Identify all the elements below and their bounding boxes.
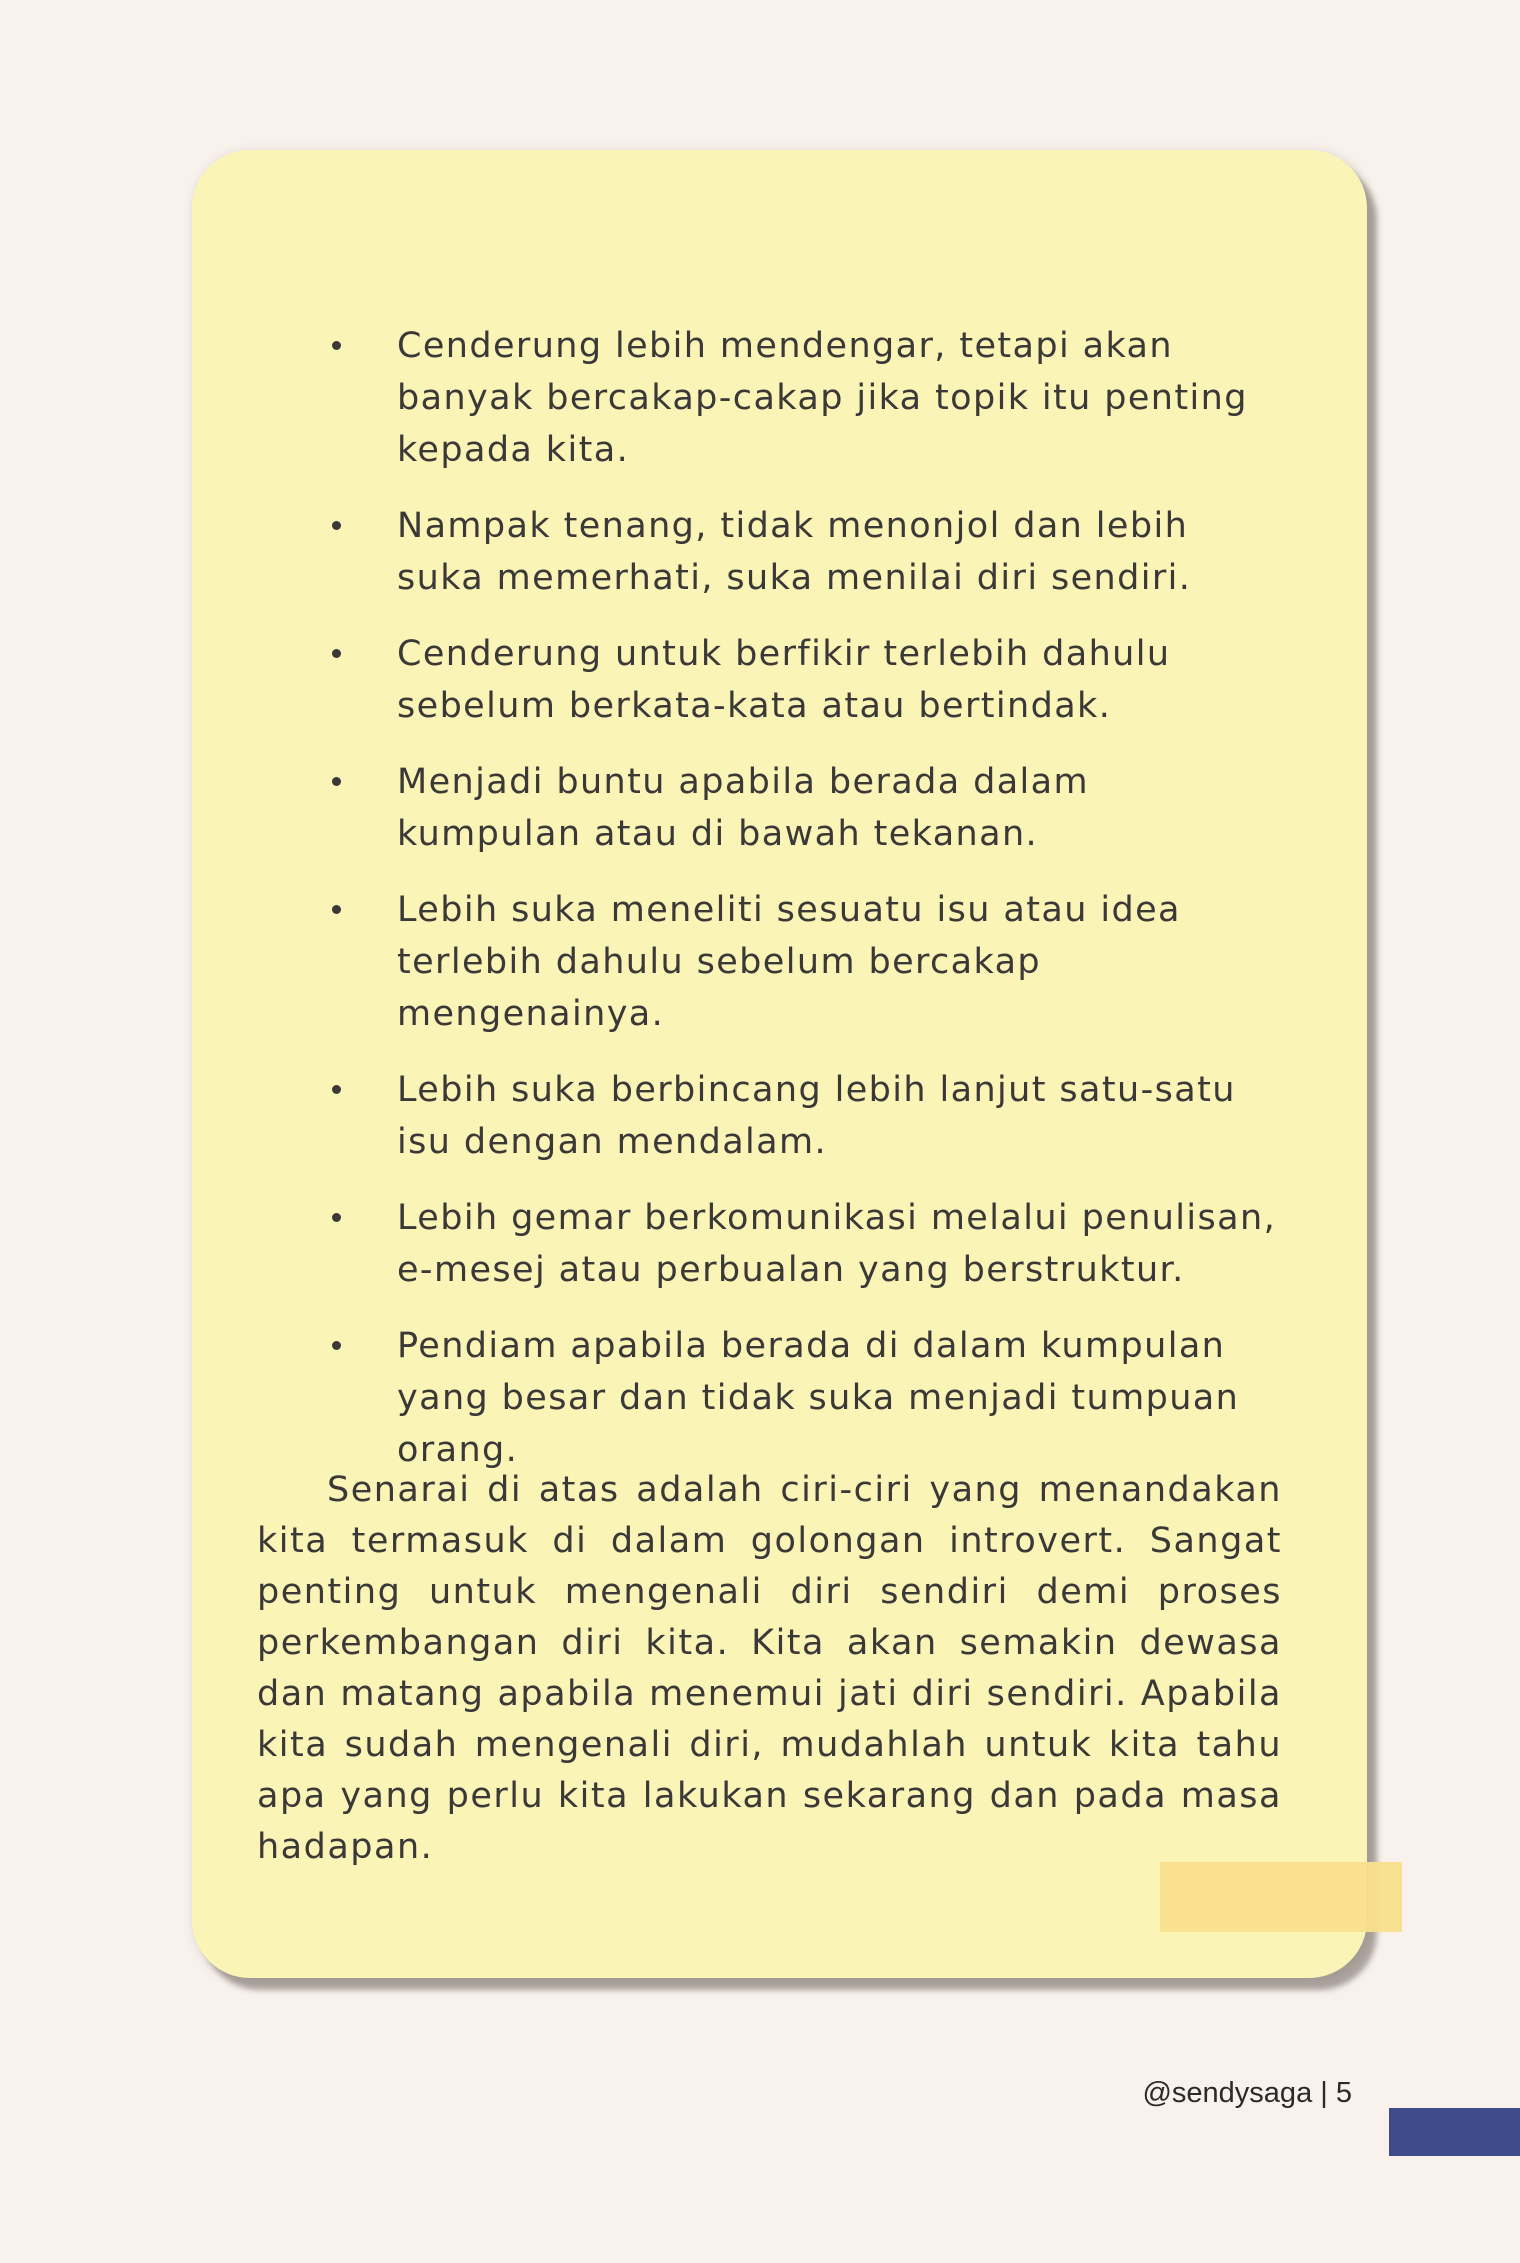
list-item-text: Lebih suka meneliti sesuatu isu atau idea terlebih dahulu sebelum bercakap mengenainya. <box>397 890 1181 1034</box>
bullet-icon <box>332 649 341 658</box>
summary-paragraph: Senarai di atas adalah ciri-ciri yang menandakan kita termasuk di dalam golongan introvert. Sangat penting untuk mengenali diri sendiri demi proses perkembangan diri kita. Kita akan semakin dewasa dan matang apabila menemui jati diri sendiri. Apabila kita sudah mengenali diri, mudahlah untuk kita tahu apa yang perlu kita lakukan sekarang dan pada masa hadapan. <box>257 1470 1282 1867</box>
bullet-icon <box>332 905 341 914</box>
list-item-text: Cenderung lebih mendengar, tetapi akan banyak bercakap-cakap jika topik itu penting kepada kita. <box>397 326 1248 470</box>
list-item-text: Menjadi buntu apabila berada dalam kumpulan atau di bawah tekanan. <box>397 762 1090 854</box>
bullet-icon <box>332 1085 341 1094</box>
list-item <box>332 320 1282 476</box>
list-item-text: Nampak tenang, tidak menonjol dan lebih suka memerhati, suka menilai diri sendiri. <box>397 506 1192 598</box>
bullet-icon <box>332 777 341 786</box>
list-item <box>332 628 1282 732</box>
list-item <box>332 756 1282 860</box>
bullet-icon <box>332 341 341 350</box>
list-item-text: Lebih gemar berkomunikasi melalui penulisan, e-mesej atau perbualan yang berstruktur. <box>397 1198 1277 1290</box>
page-footer <box>1000 2073 1352 2113</box>
list-item-text: Pendiam apabila berada di dalam kumpulan yang besar dan tidak suka menjadi tumpuan orang. <box>397 1326 1240 1470</box>
footer-separator: | <box>1312 2077 1336 2109</box>
author-handle: @sendysaga <box>1142 2077 1313 2109</box>
bullet-icon <box>332 521 341 530</box>
list-item-text: Cenderung untuk berfikir terlebih dahulu sebelum berkata-kata atau bertindak. <box>397 634 1171 726</box>
footer-accent-bar <box>1389 2108 1520 2156</box>
list-item <box>332 1064 1282 1168</box>
list-item <box>332 1320 1282 1476</box>
page-number: 5 <box>1335 2077 1352 2109</box>
list-item <box>332 884 1282 1040</box>
tape-strip <box>1160 1862 1402 1932</box>
list-item-text: Lebih suka berbincang lebih lanjut satu-satu isu dengan mendalam. <box>397 1070 1236 1162</box>
list-item <box>332 1192 1282 1296</box>
note-card <box>192 150 1367 1978</box>
bullet-icon <box>332 1341 341 1350</box>
list-item <box>332 500 1282 604</box>
trait-list <box>332 320 1282 1500</box>
bullet-icon <box>332 1213 341 1222</box>
